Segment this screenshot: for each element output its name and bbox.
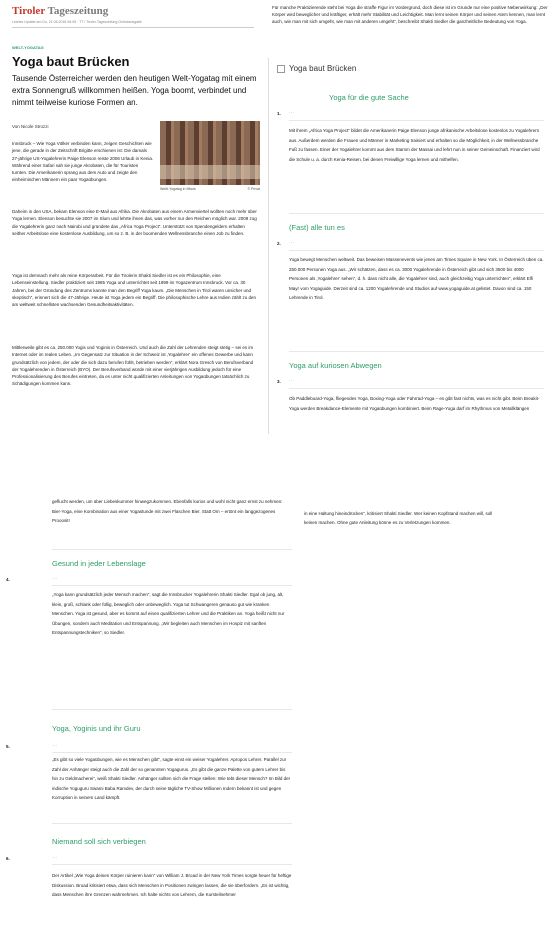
section-body: Ob Paddleboard-Yoga, fliegendes Yoga, Boxing-Yoga oder Fahrrad-Yoga – es gibt fast nichts, was es nicht gibt. Beim Breakit-Yoga werden Breakdance-Elemente mit Yogaübungen kombiniert. Beim Rage-Yoga darf im Rhythmus von Metallklängen bbox=[289, 396, 540, 411]
section-title: Yoga, Yoginis und ihr Guru bbox=[52, 724, 141, 733]
divider bbox=[289, 351, 544, 352]
divider bbox=[52, 752, 292, 753]
divider bbox=[52, 823, 292, 824]
toc-title: Yoga baut Brücken bbox=[289, 64, 357, 73]
section-body: Mit ihrem „Africa Yoga Project“ bildet die Amerikanerin Paige Elenson junge afrikanische Arbeitslose kostenlos zu Yogalehrern aus. Außerdem werden die Frauen und Männer in Marketing trainiert und erhalten so die Möglichkeit, in der Wellnessbranche Fuß zu fassen. Einer der Yogalehrer kommt aus dem Stamm der Massai und lehrt nun in seiner Gemeinschaft. Finanziert wird die Schule u. a. durch Kenia-Reisen, bei denen Freiwillige Yoga lernen und mithelfen. bbox=[289, 128, 540, 162]
section-title: Gesund in jeder Lebenslage bbox=[52, 559, 146, 568]
photo-caption: Weltt-Yogatag in Mtsok bbox=[160, 187, 196, 191]
section-number: 6. bbox=[6, 856, 10, 861]
sections-panel-lower bbox=[40, 493, 304, 939]
divider bbox=[52, 864, 292, 865]
more-icon[interactable]: ··· bbox=[52, 855, 57, 861]
toc-header[interactable] bbox=[277, 64, 356, 73]
section-title: Yoga für die gute Sache bbox=[329, 93, 409, 102]
article-lead: Tausende Österreicher werden den heutigen Welt-Yogatag mit einem extra Sonnengruß willkommen heißen. Yoga boomt, verbindet und nimmt teilweise kuriose Formen an. bbox=[12, 74, 257, 107]
divider bbox=[52, 549, 292, 550]
paragraph: Mittlerweile gibt es ca. 250.000 Yogis und Yoginis in Österreich. Und auch die Zahl der Lehrenden steigt stetig – sei es im Internet oder im realen Leben. „Im Gegensatz zur Situation in der Schweiz ist ‚Yogalehrer‘ ein offenes Gewerbe und kann grundsätzlich von jedem, der oder die sich dazu berufen fühlt, betrieben werden“, erklärt Nora Gresch von Berufsverband der Yogalehrenden in Österreich (BYO). Der Berufsverband würde mit einer vierjährigen Ausbildung jedoch für eine Professionalisierung des Berufes eintreten, da es unter nicht qualifizierten Anleitungen von Yogaübungen tatsächlich zu Schädigungen kommen kann. bbox=[12, 345, 254, 387]
divider bbox=[12, 27, 254, 28]
section-body: „Es gibt so viele Yogaübungen, wie es Menschen gibt“, sagte einst ein weiser Yogalehrer. Apropos Lehrer. Parallel zur Zahl der Anhänger steigt auch die Zahl der so genannten Yogagurus. „Es gibt die ganze Palette von gutem Lehrer bis hin zu Geldmacherei“, weiß Shakti Siedler. Anhänger sollten sich die Frage stellen: Wie tebt dieser Mensch? Im Bild der indische Yoguguru Swami Baba Ramdev, der durch seine tägliche TV-Show Millionen Indern bekannt ist und gegen Korruption in seinem Land kämpft. bbox=[52, 757, 291, 800]
article-page-continuation bbox=[272, 0, 550, 50]
article-meta: Letztes Update am Do, 21.06.2018 06:08 · TT / Tiroler Tageszeitung Onlineausgabe bbox=[12, 20, 142, 24]
section-title: (Fast) alle tun es bbox=[289, 223, 345, 232]
section-body: Yoga bewegt Menschen weltweit. Das beweisen Massenevents wie jenes am Times Square in New York. In Österreich üben ca. 250.000 Personen Yoga aus. „Wir schätzen, dass es ca. 3000 Yogalehrende in Österreich gibt und sich 3500 bis 4000 Personen als ‚Yogalehrer‘ sehen“, d. h. dass nicht alle, die Yogalehrer sind, auch gleichzeitig Yoga unterrichten“, erklärt Elfi Mayr vom Yogaguide. Derzeit sind ca. 1200 Yogalehrende und Studios auf www.yogaguide.at gelistet. Davon sind ca. 150 Lehrende in Tirol. bbox=[289, 257, 544, 300]
section-number: 3. bbox=[277, 379, 281, 384]
section-title: Niemand soll sich verbiegen bbox=[52, 837, 146, 846]
photo-credit: © Privat bbox=[247, 187, 260, 191]
photo-image bbox=[160, 121, 260, 185]
author: Von Nicole Strozzi bbox=[12, 124, 49, 129]
article-page-top bbox=[0, 0, 264, 432]
continuation-snippet bbox=[300, 507, 502, 547]
section-number: 1. bbox=[277, 111, 281, 116]
kicker: WELT-YOGATAG bbox=[12, 45, 44, 50]
paragraph: in eine Haltung hineindrücken“, kritisiert Shakti Siedler. Wer keinen Kopfstand machen will, soll keinen machen. Ohne gute Anleitung könne es zu Verletzungen kommen. bbox=[304, 511, 493, 525]
sections-panel bbox=[268, 58, 550, 434]
more-icon[interactable]: ··· bbox=[52, 576, 57, 582]
paragraph: Innsbruck – Wie Yoga Völker verbinden kann, zeigen Geschichten wie jene, die gerade in der Zeitschrift Brigitte erschienen ist: Die damals 27-jährige US-Yogalehrerin Paige Elenson reiste 2006 Urlaub in Kenia. Während einer Safari sah sie junge Akrobaten, die für Touristen turnten. Die Amerikanerin sprang aus dem Auto und zeigte den einheimischen Männern ein paar Yogaübungen. bbox=[12, 141, 154, 183]
section-number-column bbox=[0, 493, 40, 939]
divider bbox=[52, 585, 292, 586]
more-icon[interactable]: ··· bbox=[289, 378, 294, 384]
paragraph: Für manche Praktizierende steht bei Yoga die straffe Figur im Vordergrund, doch diese ist im Grunde nur eine positive Nebenwirkung: „Der Körper wird beweglicher und kräftiger, erhält mehr Stabilität und Leichtigkeit. Man lernt seinen Körper und seinen Atem kennen, man lernt auch, wie man mit sich umgeht, wie man mit anderen umgeht“, beschreibt Shakti Siedler die ganzheitliche Bedeutung von Yoga. bbox=[272, 5, 548, 25]
paragraph: Yoga ist demnach mehr als reine Körperarbeit. Für die Tirolerin Shakti Siedler ist es ein Philosophie, eine Lebenseinstellung. Siedler praktiziert seit 1985 Yoga und unterrichtet seit 1999 im Yogazentrum Innsbruck. Vor ca. 30 Jahren, bei der Gründung des Zentrums kannte man den Begriff Yoga kaum. „Die Menschen in Tirol waren unsicher und skeptisch“, erinnert sich die 47-Jährige. Heute ist Yoga jedem ein Begriff. Die philosophische Lehre aus Indien zählt zu den am weltweit schnellsten wachsenden Gesundheitsaktivitäten. bbox=[12, 273, 257, 308]
more-icon[interactable]: ··· bbox=[52, 743, 57, 749]
divider bbox=[52, 709, 292, 710]
divider bbox=[289, 250, 544, 251]
paragraph: Daheim in den USA, bekam Elenson eine E-Mail aus Afrika. Die Akrobaten aus einem Armenviertel wollten noch mehr über Yoga lernen. Elenson besuchte sie 2007 im Slum und lehrte ihnen das, was vorher nur den Reichen möglich war. 2009 zog die Yogalehrerin ganz nach Nairobi und gründete das „Africa Yoga Project“. Unterstützt von Spendengeldern erhalten seither Arbeitslose eine kostenlose Ausbildung, um so z. B. in der boomenden Wellnessbranche einen Job zu finden. bbox=[12, 209, 257, 236]
checkbox-icon[interactable] bbox=[277, 65, 285, 73]
more-icon[interactable]: ··· bbox=[289, 110, 294, 116]
section-body: „Yoga kann grundsätzlich jeder Mensch machen“, sagt die Innsbrucker Yogalehrerin Shakti Siedler. Egal ob jung, alt, klein, groß, schlank oder füllig, beweglich oder unbeweglich. Yoga tut Schwangeren genauso gut wie kranken Menschen. Yoga ist gesund, aber es kommt auf einen qualifizierten Lehrer und die Praktiken an. Yoga heißt nicht nur Übungen, sondern auch Meditation und Entspannung. „Wir begleiten auch Menschen im Hospiz mit sanften Entspannungstechniken“, so Siedler. bbox=[52, 592, 285, 635]
section-body: Der Artikel „Wie Yoga deinen Körper ruinieren kann“ von William J. Broad in der New York Times sorgte heuer für heftige Diskussion. Broad kritisiert etwa, dass sich Menschen in Positionen zwingen lassen, die sie überfordern. „Es ist wichtig, dass Menschen ihre Grenzen wahrnehmen. Ich halte nichts von Lehrern, die Kursteilnehmer bbox=[52, 873, 292, 897]
section-number: 4. bbox=[6, 577, 10, 582]
section-number: 5. bbox=[6, 744, 10, 749]
more-icon[interactable]: ··· bbox=[289, 240, 294, 246]
divider bbox=[289, 213, 544, 214]
paragraph: geflucht werden, um über Liebeskummer hinwegzukommen. Ebenfalls kurios und wohl nicht ganz ernst zu nehmen: Bier-Yoga, eine Kombination aus einer Yogastunde mit zwei Flaschen Bier. Statt Om – ertönt ein langgezogenes Prooosit! bbox=[52, 499, 283, 523]
article-photo[interactable] bbox=[160, 121, 260, 193]
divider bbox=[289, 388, 544, 389]
divider bbox=[289, 120, 544, 121]
section-title: Yoga auf kuriosen Abwegen bbox=[289, 361, 382, 370]
article-title: Yoga baut Brücken bbox=[12, 54, 130, 69]
newspaper-logo[interactable]: Tiroler Tageszeitung bbox=[12, 5, 109, 17]
section-number: 2. bbox=[277, 241, 281, 246]
